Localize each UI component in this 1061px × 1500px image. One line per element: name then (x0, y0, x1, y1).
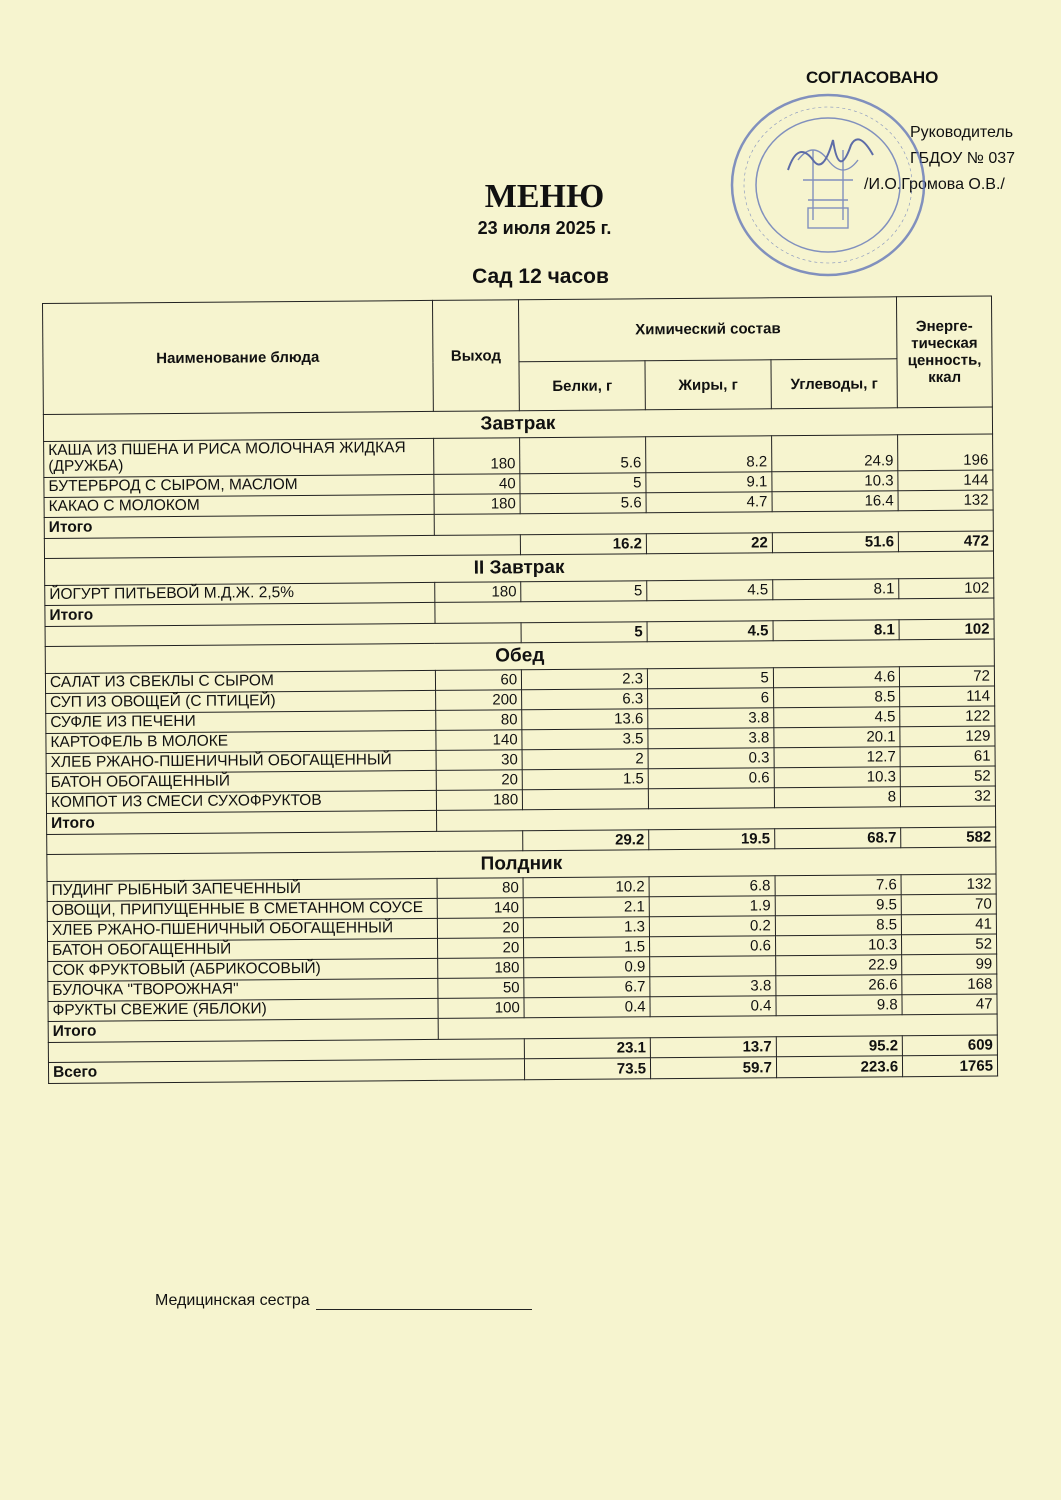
dish-proteins: 1.5 (522, 768, 648, 789)
menu-date: 23 июля 2025 г. (477, 218, 612, 238)
dish-name: БАТОН ОБОГАЩЕННЫЙ (46, 770, 436, 793)
dish-energy: 72 (900, 666, 995, 687)
dish-carbs: 24.9 (771, 435, 898, 472)
column-header-output: Выход (432, 300, 519, 412)
dish-output: 100 (438, 997, 525, 1018)
column-header-proteins: Белки, г (519, 361, 645, 411)
dish-fats: 8.2 (646, 436, 772, 473)
column-header-carbs: Углеводы, г (771, 359, 898, 409)
dish-energy: 52 (900, 766, 995, 787)
approval-heading: СОГЛАСОВАНО (806, 68, 939, 87)
dish-fats (648, 787, 774, 808)
dish-carbs: 10.3 (772, 470, 898, 491)
document-title: МЕНЮ (484, 178, 605, 215)
dish-carbs: 8.1 (773, 578, 899, 599)
dish-output: 60 (435, 669, 522, 690)
dish-carbs: 9.5 (775, 894, 901, 915)
group-name: Сад 12 часов (472, 265, 609, 288)
dish-name: ХЛЕБ РЖАНО-ПШЕНИЧНЫЙ ОБОГАЩЕННЫЙ (46, 750, 436, 773)
dish-fats: 4.7 (646, 491, 772, 512)
dish-energy: 47 (902, 994, 997, 1015)
total-fats: 19.5 (649, 828, 775, 849)
dish-name: ОВОЩИ, ПРИПУЩЕННЫЕ В СМЕТАННОМ СОУСЕ (47, 898, 437, 921)
dish-output: 80 (435, 709, 522, 730)
footer (155, 1292, 532, 1310)
dish-energy: 41 (901, 914, 996, 935)
dish-energy: 99 (902, 954, 997, 975)
dish-fats: 0.6 (648, 767, 774, 788)
total-fats: 13.7 (650, 1036, 776, 1057)
dish-carbs: 8 (774, 786, 900, 807)
dish-name: САЛАТ ИЗ СВЕКЛЫ С СЫРОМ (45, 670, 435, 693)
dish-energy: 102 (899, 578, 994, 599)
dish-proteins: 5 (520, 472, 646, 493)
dish-carbs: 4.5 (774, 706, 900, 727)
dish-output: 180 (437, 957, 524, 978)
dish-carbs: 8.5 (773, 686, 899, 707)
column-header-energy: Энерге-тическая ценность, ккал (897, 296, 993, 408)
column-header-fats: Жиры, г (645, 360, 771, 410)
dish-name: КАРТОФЕЛЬ В МОЛОКЕ (46, 730, 436, 753)
dish-output: 30 (436, 749, 523, 770)
dish-carbs: 4.6 (773, 666, 899, 687)
dish-proteins: 5.6 (520, 437, 646, 474)
dish-fats: 4.5 (647, 579, 773, 600)
dish-proteins: 10.2 (523, 876, 649, 897)
dish-name: СУФЛЕ ИЗ ПЕЧЕНИ (46, 710, 436, 733)
dish-proteins: 13.6 (522, 708, 648, 729)
total-carbs: 95.2 (776, 1035, 902, 1056)
total-fats: 4.5 (647, 620, 773, 641)
column-header-chemical: Химический состав (519, 297, 897, 362)
dish-proteins: 0.4 (524, 996, 650, 1017)
dish-name: СОК ФРУКТОВЫЙ (АБРИКОСОВЫЙ) (48, 958, 438, 981)
total-carbs: 68.7 (775, 827, 901, 848)
total-label: Итого (47, 810, 437, 834)
dish-energy: 52 (902, 934, 997, 955)
dish-name: ПУДИНГ РЫБНЫЙ ЗАПЕЧЕННЫЙ (47, 878, 437, 901)
dish-fats (650, 955, 776, 976)
grand-total-p: 73.5 (525, 1057, 651, 1079)
dish-name: БАТОН ОБОГАЩЕННЫЙ (48, 938, 438, 961)
dish-carbs: 20.1 (774, 726, 900, 747)
dish-proteins: 5.6 (520, 492, 646, 513)
dish-carbs: 10.3 (775, 934, 901, 955)
dish-name: ФРУКТЫ СВЕЖИЕ (ЯБЛОКИ) (48, 998, 438, 1021)
dish-output: 80 (437, 877, 524, 898)
dish-name: СУП ИЗ ОВОЩЕЙ (С ПТИЦЕЙ) (46, 690, 436, 713)
dish-proteins: 6.7 (524, 976, 650, 997)
dish-energy: 132 (898, 490, 993, 511)
grand-total-e: 1765 (903, 1055, 998, 1077)
dish-energy: 114 (900, 686, 995, 707)
dish-fats: 0.2 (649, 915, 775, 936)
dish-proteins: 5 (521, 580, 647, 601)
dish-proteins: 2.3 (522, 668, 648, 689)
dish-name: БУТЕРБРОД С СЫРОМ, МАСЛОМ (44, 474, 434, 497)
dish-energy: 129 (900, 726, 995, 747)
dish-output: 180 (434, 581, 521, 602)
approval-signatory: /И.О.Громова О.В./ (864, 176, 1005, 193)
dish-carbs: 16.4 (772, 490, 898, 511)
grand-total-label: Всего (48, 1058, 524, 1083)
dish-output: 180 (434, 493, 521, 514)
dish-carbs: 26.6 (776, 974, 902, 995)
dish-fats: 3.8 (648, 727, 774, 748)
dish-carbs: 8.5 (775, 914, 901, 935)
dish-output: 20 (437, 917, 524, 938)
dish-carbs: 9.8 (776, 994, 902, 1015)
dish-proteins: 2.1 (523, 896, 649, 917)
dish-output: 20 (436, 769, 523, 790)
dish-name: ЙОГУРТ ПИТЬЕВОЙ М.Д.Ж. 2,5% (45, 582, 435, 605)
document-header (0, 178, 1061, 289)
dish-carbs: 7.6 (775, 874, 901, 895)
dish-proteins (523, 788, 649, 809)
dish-proteins: 3.5 (522, 728, 648, 749)
signature-line (316, 1295, 532, 1310)
nurse-label: Медицинская сестра (155, 1292, 310, 1309)
dish-proteins: 6.3 (522, 688, 648, 709)
total-energy: 472 (898, 531, 993, 552)
dish-energy: 144 (898, 470, 993, 491)
dish-fats: 0.3 (648, 747, 774, 768)
dish-energy: 122 (900, 706, 995, 727)
total-carbs: 51.6 (772, 531, 898, 552)
dish-proteins: 2 (522, 748, 648, 769)
total-label: Итого (44, 514, 434, 538)
dish-output: 200 (435, 689, 522, 710)
grand-total-c: 223.6 (776, 1055, 902, 1077)
dish-fats: 0.4 (650, 995, 776, 1016)
total-energy: 102 (899, 619, 994, 640)
dish-output: 40 (434, 473, 521, 494)
total-proteins: 29.2 (523, 829, 649, 850)
section-title: Завтрак (43, 407, 992, 441)
dish-name: КОМПОТ ИЗ СМЕСИ СУХОФРУКТОВ (46, 790, 436, 813)
dish-output: 140 (436, 729, 523, 750)
total-label: Итого (45, 602, 435, 626)
dish-carbs: 10.3 (774, 766, 900, 787)
dish-fats: 0.6 (650, 935, 776, 956)
dish-name: ХЛЕБ РЖАНО-ПШЕНИЧНЫЙ ОБОГАЩЕННЫЙ (47, 918, 437, 941)
dish-fats: 1.9 (649, 895, 775, 916)
dish-energy: 132 (901, 874, 996, 895)
menu-body (43, 407, 997, 1083)
dish-energy: 196 (898, 434, 993, 470)
dish-proteins: 1.5 (524, 936, 650, 957)
section-title: Полдник (47, 847, 996, 881)
dish-name: КАША ИЗ ПШЕНА И РИСА МОЛОЧНАЯ ЖИДКАЯ (ДРУЖБА) (44, 438, 434, 477)
section-title: II Завтрак (45, 551, 994, 585)
dish-energy: 168 (902, 974, 997, 995)
dish-energy: 70 (901, 894, 996, 915)
dish-output: 50 (438, 977, 525, 998)
dish-output: 140 (437, 897, 524, 918)
dish-name: БУЛОЧКА "ТВОРОЖНАЯ" (48, 978, 438, 1001)
dish-energy: 61 (900, 746, 995, 767)
total-label: Итого (48, 1018, 438, 1042)
total-energy: 609 (902, 1035, 997, 1056)
dish-fats: 5 (647, 667, 773, 688)
column-header-name: Наименование блюда (43, 300, 434, 414)
approval-institution: ГБДОУ № 037 (910, 150, 1016, 167)
dish-output: 20 (437, 937, 524, 958)
dish-fats: 9.1 (646, 471, 772, 492)
dish-name: КАКАО С МОЛОКОМ (44, 494, 434, 517)
dish-proteins: 1.3 (524, 916, 650, 937)
dish-fats: 3.8 (648, 707, 774, 728)
dish-carbs: 12.7 (774, 746, 900, 767)
dish-fats: 6 (648, 687, 774, 708)
dish-energy: 32 (900, 786, 995, 807)
dish-output: 180 (436, 789, 523, 810)
approval-position: Руководитель (910, 124, 1014, 141)
dish-output: 180 (433, 438, 520, 474)
menu-table (42, 296, 998, 1084)
total-carbs: 8.1 (773, 619, 899, 640)
dish-carbs: 22.9 (776, 954, 902, 975)
total-energy: 582 (901, 827, 996, 848)
dish-fats: 6.8 (649, 875, 775, 896)
dish-fats: 3.8 (650, 975, 776, 996)
grand-total-f: 59.7 (650, 1056, 776, 1078)
total-proteins: 16.2 (521, 533, 647, 554)
section-title: Обед (45, 639, 994, 673)
total-proteins: 23.1 (525, 1037, 651, 1058)
dish-proteins: 0.9 (524, 956, 650, 977)
total-proteins: 5 (521, 621, 647, 642)
total-fats: 22 (646, 532, 772, 553)
